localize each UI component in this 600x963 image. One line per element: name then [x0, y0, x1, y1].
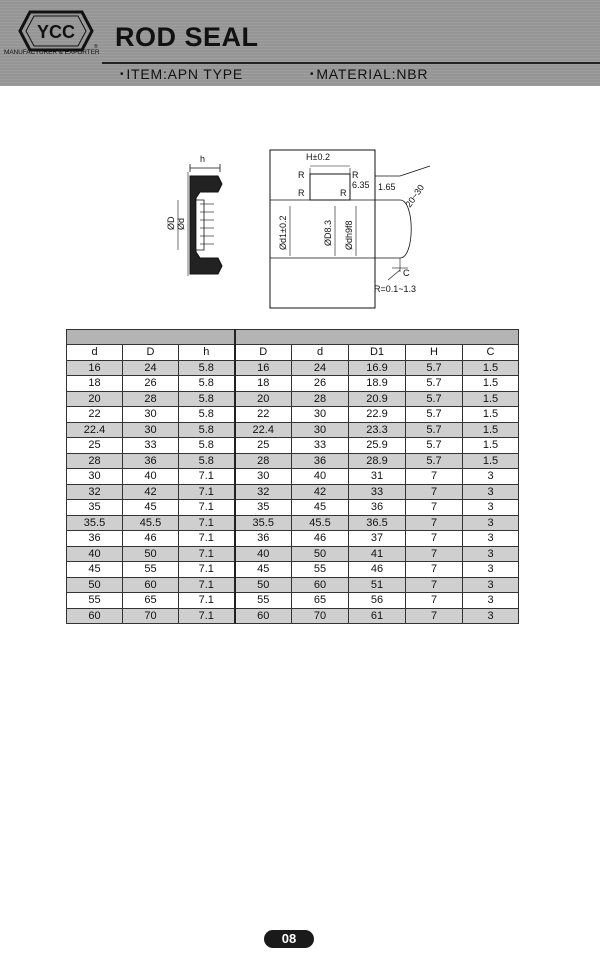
groove-dims-band	[235, 330, 519, 345]
table-cell: 7.1	[179, 562, 235, 578]
col-header: D1	[349, 345, 406, 361]
table-cell: 65	[123, 593, 179, 609]
table-cell: 1.5	[463, 453, 519, 469]
table-cell: 3	[463, 608, 519, 624]
table-cell: 7	[406, 531, 463, 547]
table-cell: 28.9	[349, 453, 406, 469]
table-cell: 36	[292, 453, 349, 469]
table-cell: 23.3	[349, 422, 406, 438]
logo-caption: MANUFACTURER & EXPORTER	[4, 49, 100, 56]
table-cell: 5.7	[406, 360, 463, 376]
label-D8-3: ØD8.3	[323, 219, 333, 246]
table-cell: 33	[123, 438, 179, 454]
svg-text:®: ®	[94, 44, 98, 50]
table-cell: 5.8	[179, 438, 235, 454]
table-cell: 45	[67, 562, 123, 578]
table-cell: 20	[67, 391, 123, 407]
spec-table	[66, 329, 519, 624]
item-type	[120, 66, 243, 82]
table-cell: 35	[67, 500, 123, 516]
table-row	[67, 608, 519, 624]
table-cell: 18	[67, 376, 123, 392]
table-cell: 3	[463, 515, 519, 531]
table-cell: 30	[235, 469, 292, 485]
table-row	[67, 531, 519, 547]
table-cell: 20.9	[349, 391, 406, 407]
table-cell: 7.1	[179, 546, 235, 562]
table-cell: 7	[406, 546, 463, 562]
table-cell: 28	[123, 391, 179, 407]
label-phi-D: ØD	[166, 216, 176, 230]
table-cell: 28	[235, 453, 292, 469]
table-cell: 35	[235, 500, 292, 516]
table-cell: 7	[406, 593, 463, 609]
table-cell: 36	[67, 531, 123, 547]
table-cell: 7	[406, 577, 463, 593]
table-cell: 16	[67, 360, 123, 376]
table-row	[67, 422, 519, 438]
table-cell: 1.5	[463, 422, 519, 438]
seal-dims-band	[67, 330, 235, 345]
table-cell: 3	[463, 484, 519, 500]
material	[310, 66, 428, 82]
table-cell: 22.4	[235, 422, 292, 438]
table-cell: 7	[406, 608, 463, 624]
table-row	[67, 407, 519, 423]
table-cell: 7.1	[179, 484, 235, 500]
label-1-65: 1.65	[378, 182, 396, 192]
table-cell: 7.1	[179, 593, 235, 609]
table-cell: 7	[406, 484, 463, 500]
table-cell: 7	[406, 515, 463, 531]
table-cell: 25.9	[349, 438, 406, 454]
label-d1: Ød1±0.2	[278, 215, 288, 250]
label-H: H±0.2	[306, 152, 330, 162]
table-cell: 5.8	[179, 391, 235, 407]
col-header: d	[292, 345, 349, 361]
table-cell: 45.5	[123, 515, 179, 531]
table-cell: 31	[349, 469, 406, 485]
item-type-text: ITEM:APN TYPE	[126, 66, 244, 82]
table-cell: 30	[67, 469, 123, 485]
table-cell: 16.9	[349, 360, 406, 376]
table-cell: 60	[123, 577, 179, 593]
table-cell: 60	[292, 577, 349, 593]
table-cell: 1.5	[463, 407, 519, 423]
col-header: D	[123, 345, 179, 361]
table-cell: 36	[349, 500, 406, 516]
table-cell: 35.5	[235, 515, 292, 531]
table-cell: 40	[292, 469, 349, 485]
table-row	[67, 593, 519, 609]
table-cell: 45.5	[292, 515, 349, 531]
table-cell: 5.7	[406, 438, 463, 454]
table-cell: 45	[123, 500, 179, 516]
table-cell: 3	[463, 469, 519, 485]
table-cell: 30	[292, 422, 349, 438]
table-row	[67, 453, 519, 469]
table-cell: 35.5	[67, 515, 123, 531]
table-cell: 1.5	[463, 360, 519, 376]
table-cell: 56	[349, 593, 406, 609]
table-row	[67, 562, 519, 578]
table-cell: 5.8	[179, 453, 235, 469]
table-cell: 3	[463, 562, 519, 578]
label-R4: R	[340, 188, 347, 198]
page-number: 08	[264, 930, 314, 948]
table-cell: 55	[235, 593, 292, 609]
table-cell: 3	[463, 531, 519, 547]
table-cell: 50	[292, 546, 349, 562]
label-R-range: R=0.1~1.3	[374, 284, 417, 294]
table-cell: 32	[235, 484, 292, 500]
table-cell: 45	[292, 500, 349, 516]
table-cell: 7	[406, 500, 463, 516]
table-cell: 25	[235, 438, 292, 454]
table-cell: 7.1	[179, 531, 235, 547]
table-cell: 60	[67, 608, 123, 624]
table-cell: 40	[67, 546, 123, 562]
table-cell: 7.1	[179, 608, 235, 624]
table-cell: 20	[235, 391, 292, 407]
table-cell: 5.7	[406, 391, 463, 407]
table-row	[67, 360, 519, 376]
table-row	[67, 376, 519, 392]
table-cell: 3	[463, 593, 519, 609]
table-cell: 37	[349, 531, 406, 547]
label-6-35: 6.35	[352, 180, 370, 190]
table-cell: 33	[292, 438, 349, 454]
table-cell: 46	[349, 562, 406, 578]
table-cell: 26	[292, 376, 349, 392]
table-cell: 1.5	[463, 376, 519, 392]
table-cell: 18	[235, 376, 292, 392]
table-row	[67, 484, 519, 500]
table-cell: 5.7	[406, 422, 463, 438]
table-cell: 51	[349, 577, 406, 593]
table-cell: 24	[123, 360, 179, 376]
table-cell: 46	[292, 531, 349, 547]
table-row	[67, 546, 519, 562]
table-cell: 16	[235, 360, 292, 376]
table-cell: 36	[123, 453, 179, 469]
table-cell: 1.5	[463, 391, 519, 407]
table-cell: 70	[123, 608, 179, 624]
table-cell: 5.8	[179, 360, 235, 376]
table-cell: 22.4	[67, 422, 123, 438]
col-header: D	[235, 345, 292, 361]
header-rule	[102, 62, 600, 64]
table-cell: 22	[235, 407, 292, 423]
table-cell: 5.8	[179, 407, 235, 423]
table-cell: 3	[463, 500, 519, 516]
col-header: C	[463, 345, 519, 361]
ycc-logo	[14, 8, 98, 54]
table-cell: 28	[67, 453, 123, 469]
table-cell: 28	[292, 391, 349, 407]
bullet-icon: •	[310, 69, 315, 80]
table-cell: 3	[463, 577, 519, 593]
table-cell: 70	[292, 608, 349, 624]
table-row	[67, 577, 519, 593]
table-cell: 50	[235, 577, 292, 593]
table-cell: 65	[292, 593, 349, 609]
table-cell: 7	[406, 469, 463, 485]
bullet-icon: •	[120, 69, 125, 80]
table-cell: 30	[123, 407, 179, 423]
table-cell: 40	[123, 469, 179, 485]
table-cell: 22	[67, 407, 123, 423]
table-row	[67, 515, 519, 531]
table-cell: 55	[292, 562, 349, 578]
page-header	[0, 0, 600, 86]
label-dh9f8: Ødh9f8	[344, 220, 354, 250]
table-cell: 40	[235, 546, 292, 562]
table-cell: 3	[463, 546, 519, 562]
table-cell: 61	[349, 608, 406, 624]
table-cell: 55	[123, 562, 179, 578]
table-cell: 55	[67, 593, 123, 609]
label-R3: R	[298, 188, 305, 198]
table-cell: 45	[235, 562, 292, 578]
label-angle: 20~30	[403, 182, 427, 210]
label-h: h	[200, 154, 206, 164]
table-cell: 7.1	[179, 469, 235, 485]
table-row	[67, 391, 519, 407]
table-header-row	[67, 345, 519, 361]
table-cell: 1.5	[463, 438, 519, 454]
table-cell: 5.7	[406, 453, 463, 469]
table-cell: 25	[67, 438, 123, 454]
table-cell: 22.9	[349, 407, 406, 423]
table-cell: 24	[292, 360, 349, 376]
table-row	[67, 500, 519, 516]
table-cell: 7	[406, 562, 463, 578]
seal-drawing	[160, 140, 490, 320]
label-R1: R	[298, 170, 305, 180]
label-phi-d: Ød	[176, 217, 186, 230]
table-cell: 46	[123, 531, 179, 547]
table-cell: 5.7	[406, 376, 463, 392]
table-cell: 50	[67, 577, 123, 593]
table-cell: 7.1	[179, 577, 235, 593]
table-cell: 5.7	[406, 407, 463, 423]
table-cell: 7.1	[179, 515, 235, 531]
table-row	[67, 469, 519, 485]
table-cell: 30	[292, 407, 349, 423]
logo-text: YCC	[36, 22, 76, 42]
table-cell: 18.9	[349, 376, 406, 392]
col-header: h	[179, 345, 235, 361]
table-cell: 60	[235, 608, 292, 624]
material-text: MATERIAL:NBR	[316, 66, 429, 82]
table-cell: 41	[349, 546, 406, 562]
col-header: d	[67, 345, 123, 361]
table-cell: 50	[123, 546, 179, 562]
table-cell: 5.8	[179, 376, 235, 392]
table-band	[67, 330, 519, 345]
table-cell: 36	[235, 531, 292, 547]
table-cell: 42	[123, 484, 179, 500]
table-cell: 33	[349, 484, 406, 500]
table-cell: 36.5	[349, 515, 406, 531]
table-cell: 42	[292, 484, 349, 500]
table-row	[67, 438, 519, 454]
col-header: H	[406, 345, 463, 361]
table-cell: 7.1	[179, 500, 235, 516]
table-cell: 26	[123, 376, 179, 392]
label-R2: R	[352, 170, 359, 180]
table-cell: 5.8	[179, 422, 235, 438]
table-cell: 32	[67, 484, 123, 500]
label-C: C	[403, 268, 410, 278]
page-title: ROD SEAL	[115, 22, 259, 52]
table-cell: 30	[123, 422, 179, 438]
